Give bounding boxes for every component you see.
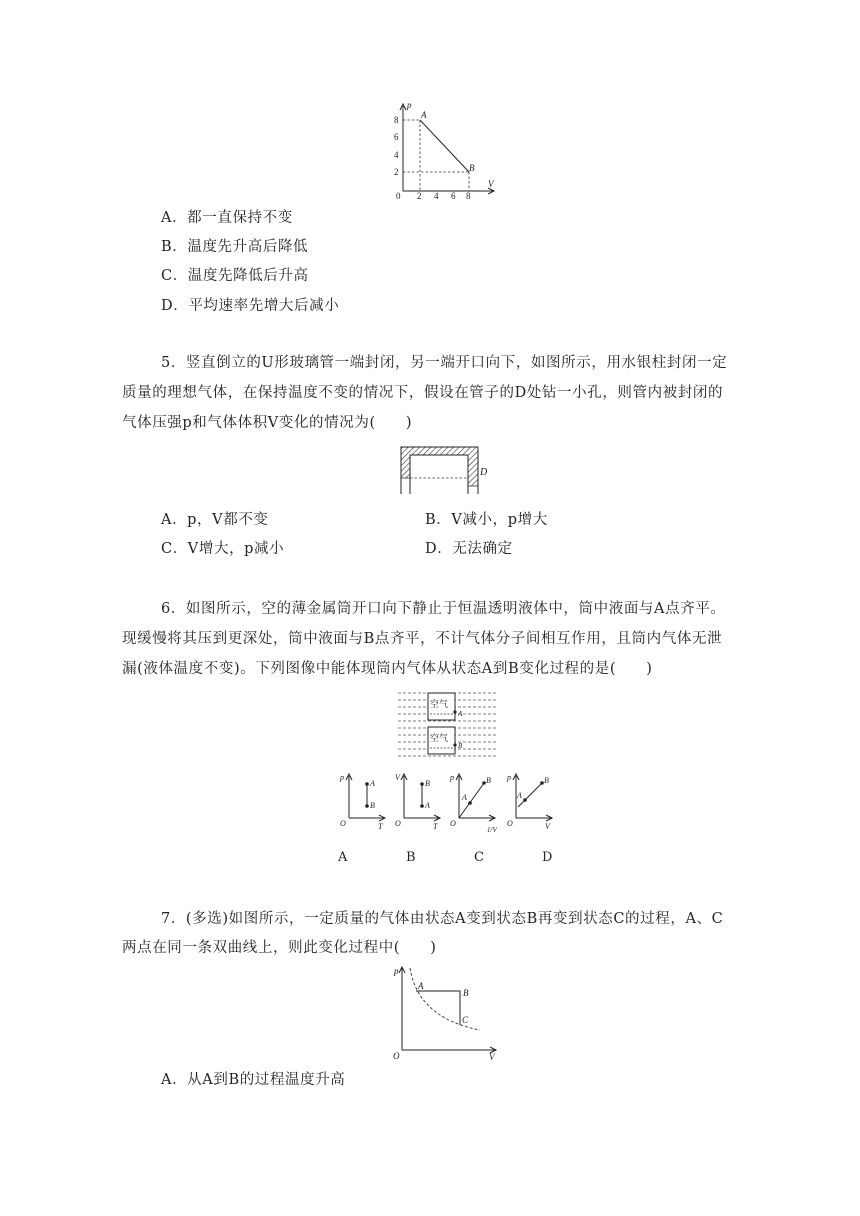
origin-label: O xyxy=(340,819,346,828)
point-label: A xyxy=(517,791,522,800)
hole-d-label: D xyxy=(480,467,488,478)
point-b-label: B xyxy=(469,163,475,173)
x-axis-label: T xyxy=(378,822,383,831)
q5-stem-line-1: 5．竖直倒立的U形玻璃管一端封闭，另一端开口向下，如图所示，用水银柱封闭一定 xyxy=(161,355,728,371)
y-axis-label: p xyxy=(407,100,412,110)
x-axis-label: V xyxy=(489,1052,495,1062)
tank-point-b: B xyxy=(458,742,463,750)
q4-option-d: D．平均速率先增大后减小 xyxy=(161,298,340,314)
point-label: B xyxy=(370,801,375,810)
x-tick: 8 xyxy=(466,191,471,201)
y-tick: 8 xyxy=(394,115,399,125)
q7-option-a: A．从A到B的过程温度升高 xyxy=(161,1072,346,1088)
q6-stem-line-3: 漏(液体温度不变)。下列图像中能体现筒内气体从状态A到B变化过程的是( ) xyxy=(122,661,653,677)
origin-label: O xyxy=(450,819,456,828)
q6-graph-b xyxy=(393,770,443,832)
origin-label: O xyxy=(393,1051,400,1061)
q5-u-tube-figure xyxy=(396,442,496,498)
q6-choice-label-c: C xyxy=(474,850,485,865)
q6-choice-label-d: D xyxy=(542,850,554,865)
q4-option-b: B．温度先升高后降低 xyxy=(161,239,309,255)
q6-choice-label-a: A xyxy=(338,850,348,865)
q6-graph-d xyxy=(505,770,555,832)
point-b-label: B xyxy=(463,988,469,998)
x-axis-label: V xyxy=(545,822,550,831)
x-tick: 6 xyxy=(451,191,456,201)
point-label: A xyxy=(370,779,375,788)
y-axis-label: p xyxy=(340,773,344,782)
q7-stem-line-1: 7．(多选)如图所示，一定质量的气体由状态A变到状态B再变到状态C的过程，A、C xyxy=(161,911,724,927)
x-tick: 4 xyxy=(434,191,439,201)
q6-choice-label-b: B xyxy=(406,850,417,865)
tank-air-label-lower: 空气 xyxy=(430,733,449,743)
point-label: B xyxy=(544,776,549,785)
origin-label: O xyxy=(395,819,401,828)
point-label: A xyxy=(462,793,467,802)
x-axis-label: V xyxy=(488,179,494,189)
q6-stem-line-1: 6．如图所示，空的薄金属筒开口向下静止于恒温透明液体中，筒中液面与A点齐平。 xyxy=(161,601,726,617)
tank-air-label: 空气 xyxy=(430,699,449,709)
y-axis-label: p xyxy=(450,773,454,782)
q6-graph-a xyxy=(338,770,388,832)
q6-stem-line-2: 现缓慢将其压到更深处，筒中液面与B点齐平，不计气体分子间相互作用，且筒内气体无泄 xyxy=(122,631,723,647)
q6-tank-figure xyxy=(398,690,500,762)
point-label: B xyxy=(486,776,491,785)
point-c-label: C xyxy=(462,1015,469,1025)
point-label: B xyxy=(425,779,430,788)
q4-option-c: C．温度先降低后升高 xyxy=(161,268,309,284)
q5-option-c: C．V增大，p减小 xyxy=(161,541,285,557)
q5-stem-line-2: 质量的理想气体，在保持温度不变的情况下，假设在管子的D处钻一小孔，则管内被封闭的 xyxy=(122,385,724,401)
q5-stem-line-3: 气体压强p和气体体积V变化的情况为( ) xyxy=(122,415,413,431)
x-axis-label: 1/V xyxy=(487,826,497,834)
q5-option-b: B．V减小，p增大 xyxy=(425,512,548,528)
x-axis-label: T xyxy=(433,822,438,831)
origin-label: O xyxy=(507,819,513,828)
point-a-label: A xyxy=(421,110,427,120)
q6-graph-c xyxy=(448,770,500,836)
y-axis-label: p xyxy=(394,966,399,976)
q4-option-a: A．都一直保持不变 xyxy=(161,210,293,226)
y-tick: 2 xyxy=(394,167,399,177)
q5-option-a: A．p，V都不变 xyxy=(161,512,269,528)
y-tick: 6 xyxy=(394,132,399,142)
x-tick: 2 xyxy=(417,191,422,201)
y-axis-label: V xyxy=(395,773,400,782)
tank-point-a: A xyxy=(458,710,463,718)
y-tick: 4 xyxy=(394,150,399,160)
q7-stem-line-2: 两点在同一条双曲线上，则此变化过程中( ) xyxy=(122,940,437,956)
y-axis-label: p xyxy=(507,773,511,782)
point-label: A xyxy=(425,801,430,810)
point-a-label: A xyxy=(418,981,424,991)
q5-option-d: D．无法确定 xyxy=(425,541,513,557)
origin-label: 0 xyxy=(396,191,401,201)
q4-pv-graph xyxy=(390,98,502,202)
q7-pv-figure xyxy=(390,962,502,1062)
